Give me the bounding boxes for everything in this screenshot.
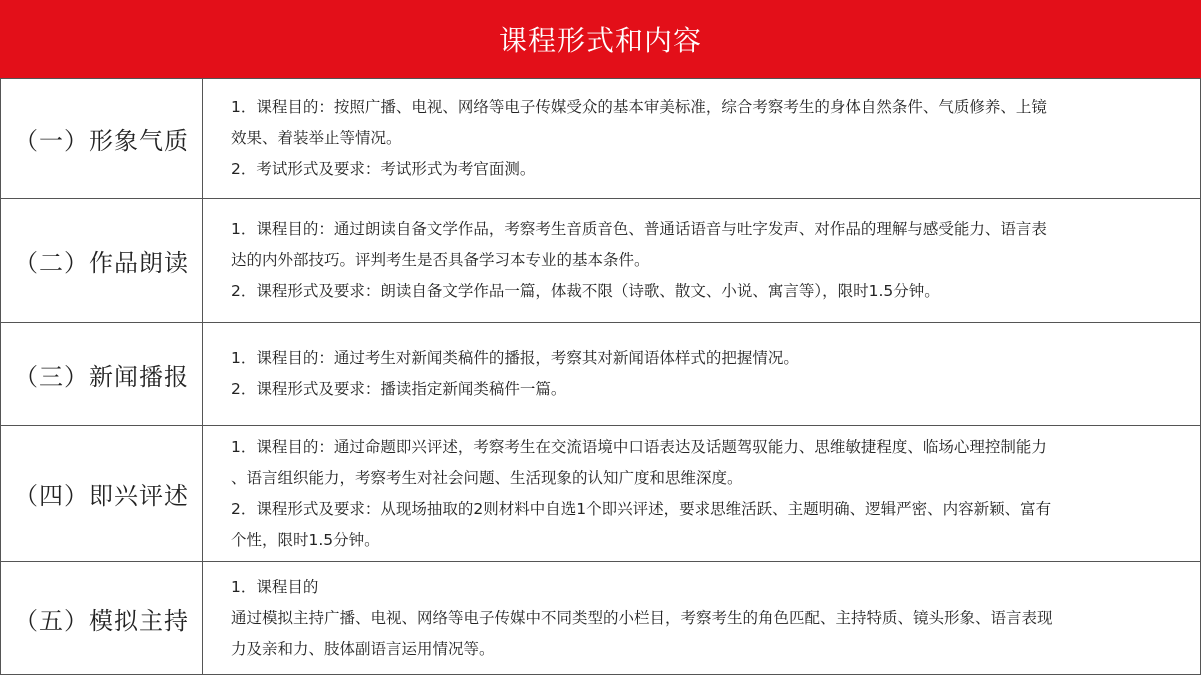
table-row-reading <box>1 199 1201 323</box>
section-label-cell <box>1 323 203 426</box>
section-label-cell <box>1 79 203 199</box>
section-text-line: 个性，限时1.5分钟。 <box>231 530 380 549</box>
section-content-cell <box>203 323 1201 426</box>
section-content-cell <box>203 199 1201 323</box>
page-title-bar <box>0 0 1201 78</box>
section-text-line: 1．课程目的：通过考生对新闻类稿件的播报，考察其对新闻语体样式的把握情况。 <box>231 349 799 367</box>
section-label-cell <box>1 562 203 675</box>
section-text-line: 效果、着装举止等情况。 <box>231 129 402 147</box>
section-text-line: 1．课程目的：按照广播、电视、网络等电子传媒受众的基本审美标准，综合考察考生的身体自然条件、气质修养、上镜 <box>231 98 1047 116</box>
section-text-line: 1．课程目的：通过命题即兴评述，考察考生在交流语境中口语表达及话题驾驭能力、思维敏捷程度、临场心理控制能力 <box>231 437 1047 456</box>
section-text-line: 2．课程形式及要求：朗读自备文学作品一篇，体裁不限（诗歌、散文、小说、寓言等），限时1.5分钟。 <box>231 282 940 300</box>
section-text-line: 通过模拟主持广播、电视、网络等电子传媒中不同类型的小栏目，考察考生的角色匹配、主持特质、镜头形象、语言表现 <box>231 608 1053 627</box>
section-label: （三）新闻播报 <box>14 362 189 391</box>
section-label: （二）作品朗读 <box>14 249 189 277</box>
section-text-line: 力及亲和力、肢体副语言运用情况等。 <box>231 639 495 658</box>
table-row-news <box>1 323 1201 426</box>
section-text-line: 达的内外部技巧。评判考生是否具备学习本专业的基本条件。 <box>231 251 650 269</box>
course-table <box>0 78 1201 675</box>
section-label-cell <box>1 426 203 562</box>
section-label: （一）形象气质 <box>14 127 189 155</box>
section-text-line: 1．课程目的：通过朗读自备文学作品，考察考生音质音色、普通话语音与吐字发声、对作品的理解与感受能力、语言表 <box>231 220 1047 238</box>
section-label: （五）模拟主持 <box>14 606 189 635</box>
section-text-line: 2．考试形式及要求：考试形式为考官面测。 <box>231 160 536 178</box>
table-row-commentary <box>1 426 1201 562</box>
section-label-cell <box>1 199 203 323</box>
table-row-hosting <box>1 562 1201 675</box>
section-text-line: 2．课程形式及要求：从现场抽取的2则材料中自选1个即兴评述，要求思维活跃、主题明确、逻辑严密、内容新颖、富有 <box>231 499 1052 518</box>
section-content-cell <box>203 562 1201 675</box>
section-text-line: 1．课程目的 <box>231 577 319 596</box>
table-row-appearance <box>1 79 1201 199</box>
page-title: 课程形式和内容 <box>498 24 702 57</box>
section-label: （四）即兴评述 <box>14 482 189 510</box>
section-text-line: 、语言组织能力，考察考生对社会问题、生活现象的认知广度和思维深度。 <box>231 468 743 487</box>
section-content-cell <box>203 79 1201 199</box>
section-text-line: 2．课程形式及要求：播读指定新闻类稿件一篇。 <box>231 380 567 398</box>
section-content-cell <box>203 426 1201 562</box>
